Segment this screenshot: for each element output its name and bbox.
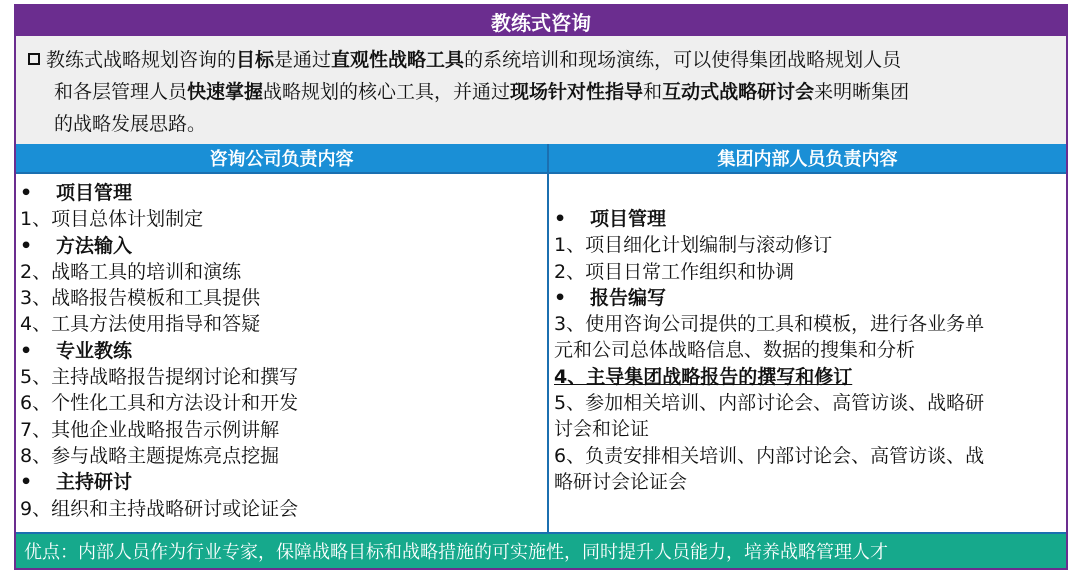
list-item-continued: 讨会和论证 [554, 418, 650, 441]
right-column-header: 集团内部人员负责内容 [549, 144, 1066, 172]
list-heading: • 项目管理 [20, 182, 133, 204]
list-item: 2、战略工具的培训和演练 [20, 260, 242, 283]
left-column-header: 咨询公司负责内容 [16, 144, 547, 172]
list-heading: • 项目管理 [554, 208, 667, 230]
left-column-content [20, 180, 540, 522]
list-heading: • 方法输入 [20, 234, 133, 257]
list-item: 1、项目细化计划编制与滚动修订 [554, 234, 833, 257]
list-item: 8、参与战略主题提炼亮点挖掘 [20, 444, 280, 467]
intro-line-3: 的战略发展思路。 [54, 113, 207, 135]
list-heading: • 主持研讨 [20, 471, 133, 494]
header-divider [16, 172, 1066, 174]
panel-title: 教练式咨询 [16, 6, 1066, 36]
column-divider [547, 144, 549, 534]
list-item: 6、个性化工具和方法设计和开发 [20, 392, 299, 415]
list-heading: • 报告编写 [554, 286, 667, 309]
list-item-emphasis: 4、主导集团战略报告的撰写和修订 [554, 365, 853, 388]
consulting-panel [14, 4, 1068, 570]
checkbox-icon [28, 53, 40, 65]
list-item: 4、工具方法使用指导和答疑 [20, 313, 261, 336]
list-item-continued: 元和公司总体战略信息、数据的搜集和分析 [554, 339, 916, 362]
intro-line-2: 和各层管理人员快速掌握战略规划的核心工具，并通过现场针对性指导和互动式战略研讨会来明晰集团 [54, 81, 910, 103]
intro-line-1: 教练式战略规划咨询的目标是通过直观性战略工具的系统培训和现场演练，可以使得集团战略规划人员 [28, 44, 1056, 76]
list-item-continued: 略研讨会论证会 [554, 470, 688, 493]
advantage-footer: 优点：内部人员作为行业专家，保障战略目标和战略措施的可实施性，同时提升人员能力，培养战略管理人才 [16, 534, 1066, 568]
list-item: 1、项目总体计划制定 [20, 208, 204, 231]
list-heading: • 专业教练 [20, 339, 133, 362]
list-item: 7、其他企业战略报告示例讲解 [20, 418, 280, 441]
list-item: 9、组织和主持战略研讨或论证会 [20, 497, 299, 520]
right-column-content [554, 206, 1059, 495]
intro-text [16, 36, 1066, 144]
list-item: 6、负责安排相关培训、内部讨论会、高管访谈、战 [554, 444, 985, 467]
list-item: 5、主持战略报告提纲讨论和撰写 [20, 366, 299, 389]
list-item: 3、使用咨询公司提供的工具和模板，进行各业务单 [554, 313, 985, 336]
list-item: 2、项目日常工作组织和协调 [554, 260, 795, 283]
list-item: 5、参加相关培训、内部讨论会、高管访谈、战略研 [554, 392, 985, 415]
list-item: 3、战略报告模板和工具提供 [20, 287, 261, 310]
